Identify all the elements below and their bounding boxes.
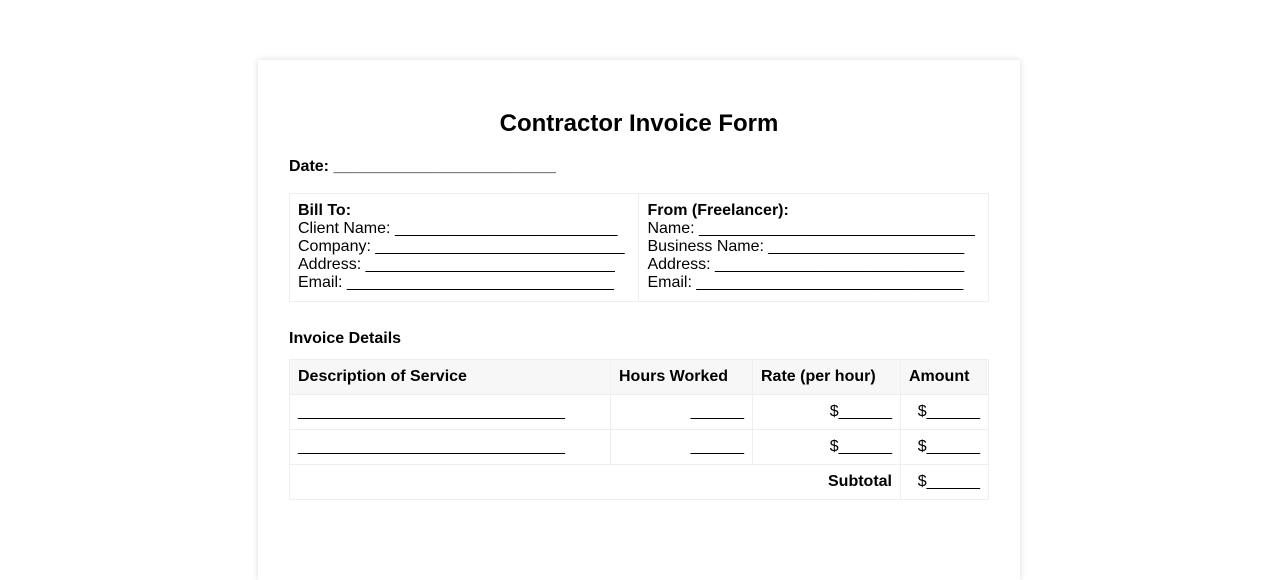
- header-hours: Hours Worked: [611, 360, 753, 395]
- business-name-field: [647, 238, 980, 256]
- invoice-details-heading: Invoice Details: [289, 330, 402, 347]
- from-section: [639, 194, 989, 302]
- company-field: [298, 238, 630, 256]
- description-cell[interactable]: ______________________________: [290, 430, 611, 465]
- field-blank[interactable]: ______________________________: [346, 274, 614, 291]
- party-info-table: [289, 193, 989, 302]
- bill-to-heading: Bill To:: [298, 202, 352, 219]
- subtotal-row: [290, 465, 989, 500]
- rate-cell[interactable]: $______: [753, 395, 901, 430]
- field-blank[interactable]: ______________________________: [696, 274, 964, 291]
- field-label: Email:: [298, 274, 343, 291]
- hours-cell[interactable]: ______: [611, 430, 753, 465]
- invoice-items-table: [289, 359, 989, 500]
- amount-cell[interactable]: $______: [901, 430, 989, 465]
- field-label: Email:: [647, 274, 692, 291]
- hours-cell[interactable]: ______: [611, 395, 753, 430]
- field-label: Business Name:: [647, 238, 764, 255]
- address-field: [647, 256, 980, 274]
- table-row: [290, 395, 989, 430]
- field-label: Address:: [298, 256, 362, 273]
- address-field: [298, 256, 630, 274]
- bill-to-section: [290, 194, 639, 302]
- client-name-field: [298, 220, 630, 238]
- field-label: Company:: [298, 238, 371, 255]
- field-label: Name:: [647, 220, 695, 237]
- name-field: [647, 220, 980, 238]
- header-amount: Amount: [901, 360, 989, 395]
- date-field: [289, 158, 556, 176]
- page-title: Contractor Invoice Form: [499, 110, 779, 137]
- field-label: Client Name:: [298, 220, 391, 237]
- email-field: [647, 274, 980, 292]
- field-blank[interactable]: ____________________________: [715, 256, 965, 273]
- header-rate: Rate (per hour): [753, 360, 901, 395]
- description-cell[interactable]: ______________________________: [290, 395, 611, 430]
- subtotal-value[interactable]: $______: [901, 465, 989, 500]
- date-blank[interactable]: _________________________: [333, 158, 556, 175]
- header-description: Description of Service: [290, 360, 611, 395]
- field-blank[interactable]: ____________________________: [365, 256, 615, 273]
- table-row: [290, 430, 989, 465]
- field-blank[interactable]: ____________________________: [375, 238, 625, 255]
- email-field: [298, 274, 630, 292]
- field-blank[interactable]: _______________________________: [699, 220, 975, 237]
- field-blank[interactable]: ______________________: [768, 238, 965, 255]
- rate-cell[interactable]: $______: [753, 430, 901, 465]
- subtotal-label: Subtotal: [290, 465, 901, 500]
- field-label: Address:: [647, 256, 711, 273]
- field-blank[interactable]: _________________________: [394, 220, 618, 237]
- date-label: Date:: [289, 158, 330, 175]
- invoice-page: [258, 60, 1020, 580]
- from-heading: From (Freelancer):: [647, 202, 789, 219]
- amount-cell[interactable]: $______: [901, 395, 989, 430]
- table-header-row: [290, 360, 989, 395]
